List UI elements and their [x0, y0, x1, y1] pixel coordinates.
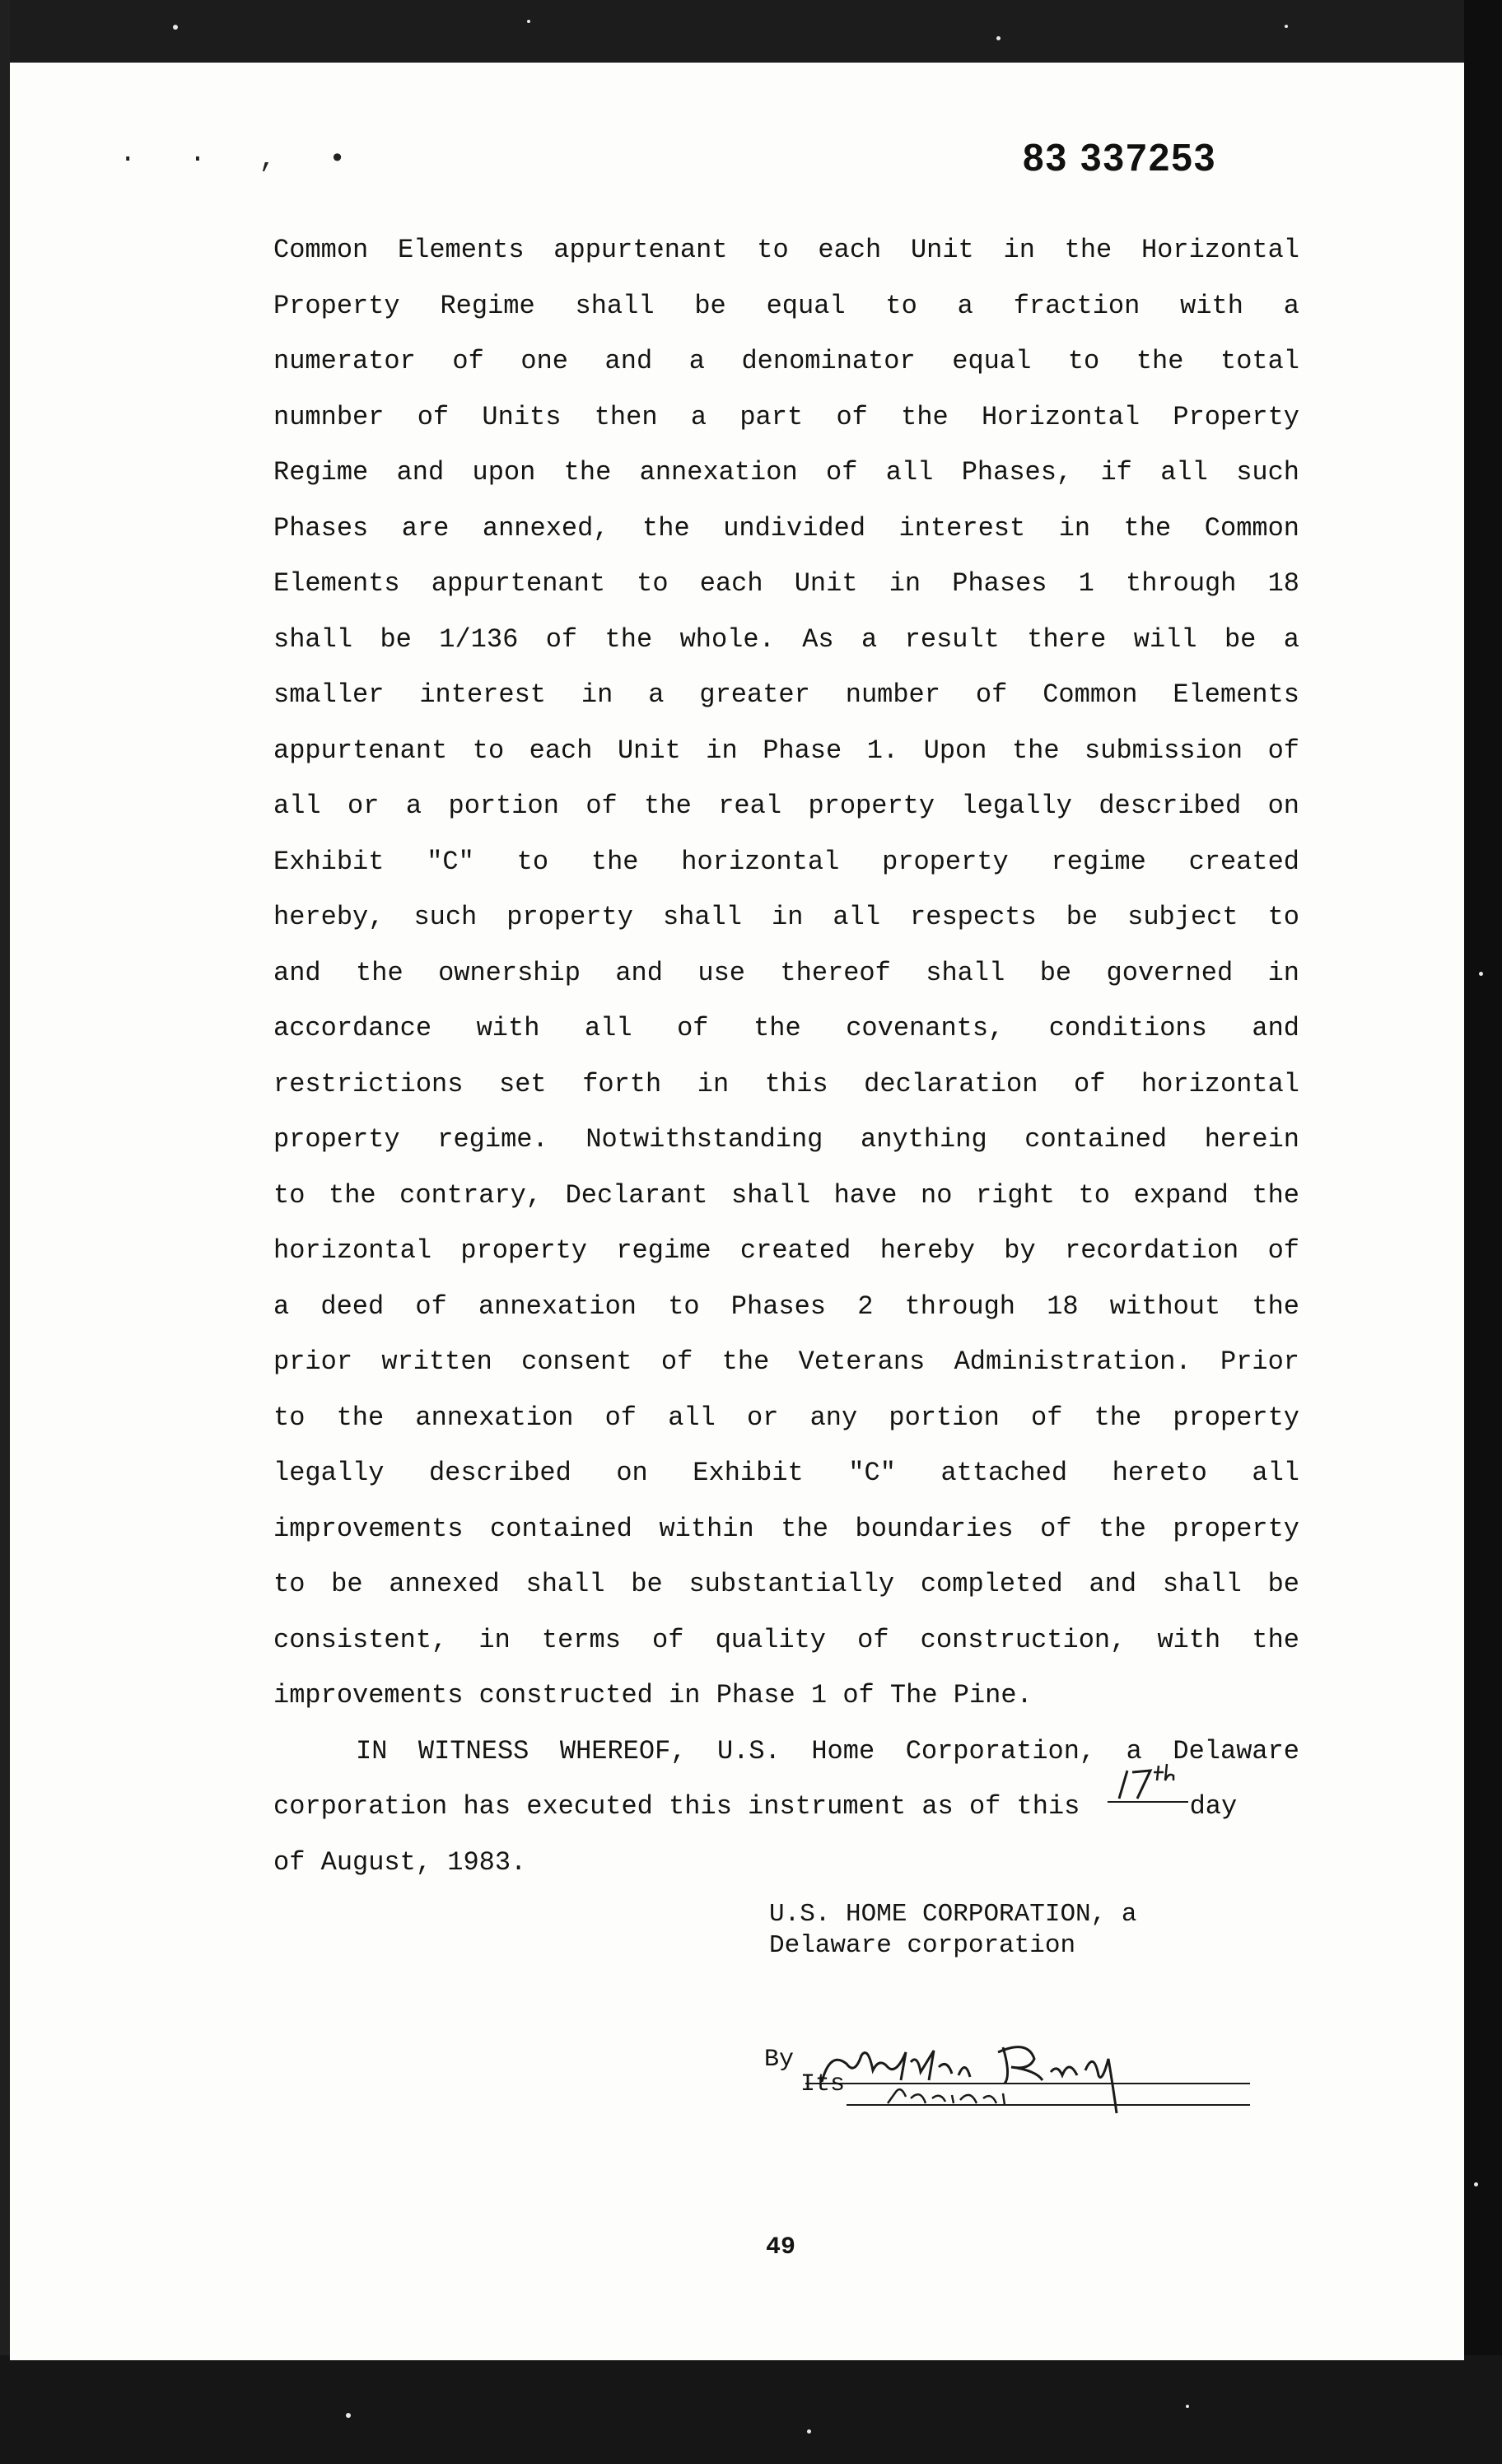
scan-speck: [1474, 2182, 1478, 2186]
body-line: Exhibit "C" to the horizontal property regime created: [273, 846, 1299, 877]
body-line: and the ownership and use thereof shall be governed in: [273, 957, 1299, 988]
signature-line: [764, 2034, 1258, 2125]
handwritten-day-svg: [1108, 1762, 1190, 1808]
body-line: improvements contained within the boundaries of the property: [273, 1513, 1299, 1544]
body-line: Property Regime shall be equal to a fraction with a: [273, 290, 1299, 321]
scan-border-top: [0, 0, 1502, 66]
signature-block: [769, 1899, 1136, 1962]
handwritten-day-text: [1108, 1780, 1109, 1836]
body-line: Elements appurtenant to each Unit in Phases 1 through 18: [273, 568, 1299, 599]
corner-marks: · · , •: [119, 144, 364, 175]
scan-speck: [1285, 25, 1288, 28]
scan-border-right: [1464, 0, 1502, 2464]
scan-speck: [1186, 2405, 1189, 2408]
body-text: [273, 222, 1299, 1890]
body-line: numnber of Units then a part of the Horizontal Property: [273, 401, 1299, 432]
handwritten-title: [888, 2092, 892, 2093]
handwritten-day: [1108, 1780, 1190, 1813]
body-line: a deed of annexation to Phases 2 through 18 without the: [273, 1290, 1299, 1322]
scan-speck: [173, 25, 178, 30]
scan-speck: [346, 2413, 351, 2418]
document-number: 83 337253: [1023, 136, 1217, 179]
body-line: property regime. Notwithstanding anything contained herein: [273, 1124, 1299, 1155]
body-line: consistent, in terms of quality of construction, with the: [273, 1624, 1299, 1655]
its-label: Its: [800, 2070, 846, 2098]
witness-line-suffix: day: [1189, 1791, 1238, 1822]
body-line: shall be 1/136 of the whole. As a result there will be a: [273, 623, 1299, 655]
body-line: Regime and upon the annexation of all Phases, if all such: [273, 457, 1299, 488]
body-line: prior written consent of the Veterans Administration. Prior: [273, 1346, 1299, 1377]
body-line: to the annexation of all or any portion of the property: [273, 1402, 1299, 1433]
witness-date-line: [273, 1779, 1299, 1835]
body-line: Common Elements appurtenant to each Unit in the Horizontal: [273, 235, 1299, 265]
body-line: smaller interest in a greater number of Common Elements: [273, 679, 1299, 710]
body-line: horizontal property regime created hereby by recordation of: [273, 1235, 1299, 1266]
body-line: Phases are annexed, the undivided interest in the Common: [273, 512, 1299, 544]
witness-line-prefix: corporation has executed this instrument as of this: [273, 1791, 1080, 1822]
body-line: to be annexed shall be substantially completed and shall be: [273, 1569, 1299, 1599]
body-line: restrictions set forth in this declaration of horizontal: [273, 1068, 1299, 1099]
signature-company-state: Delaware corporation: [769, 1931, 1076, 1960]
body-line: numerator of one and a denominator equal to the total: [273, 346, 1299, 376]
scan-speck: [1479, 972, 1483, 976]
scan-speck: [527, 20, 530, 23]
signature-company: U.S. HOME CORPORATION, a: [769, 1900, 1137, 1929]
body-line: accordance with all of the covenants, conditions and: [273, 1013, 1299, 1043]
body-line: to the contrary, Declarant shall have no right to expand the: [273, 1179, 1299, 1211]
scan-border-left: [0, 0, 10, 2464]
by-label: By: [764, 2046, 795, 2074]
witness-line: of August, 1983.: [273, 1846, 527, 1878]
witness-line: IN WITNESS WHEREOF, U.S. Home Corporation, a Delaware: [356, 1735, 1299, 1766]
page-number: 49: [766, 2233, 796, 2261]
scan-border-bottom: [0, 2355, 1502, 2464]
scan-speck: [996, 36, 1001, 40]
body-line: hereby, such property shall in all respects be subject to: [273, 902, 1299, 932]
scan-speck: [807, 2429, 811, 2434]
body-line: legally described on Exhibit "C" attached hereto all: [273, 1458, 1299, 1488]
body-line: improvements constructed in Phase 1 of The Pine.: [273, 1680, 1033, 1710]
body-line: all or a portion of the real property legally described on: [273, 791, 1299, 821]
body-line: appurtenant to each Unit in Phase 1. Upon the submission of: [273, 735, 1299, 766]
